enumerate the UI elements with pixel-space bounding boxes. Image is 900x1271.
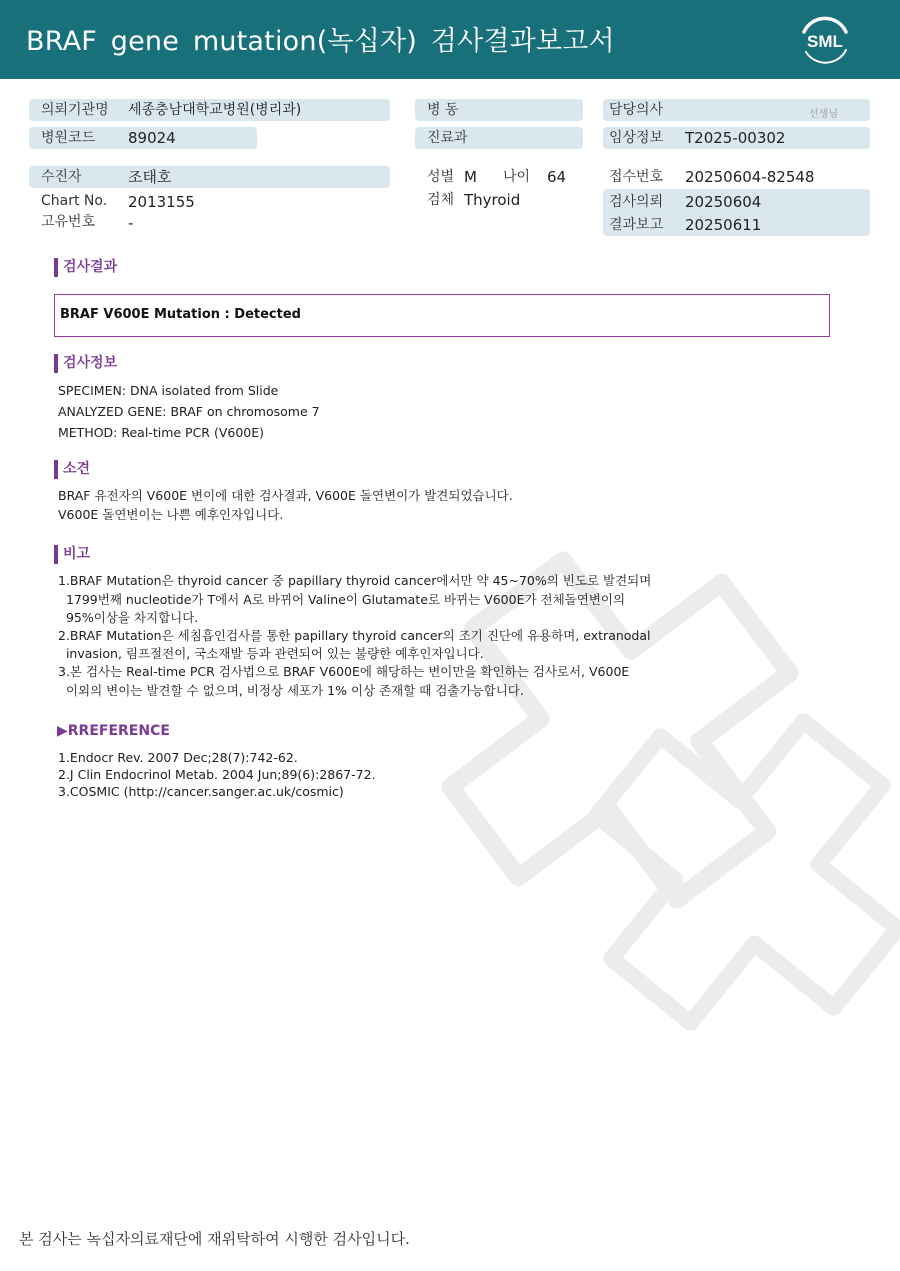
patient-row: [29, 166, 390, 188]
test-info-section-title: 검사정보: [63, 355, 118, 371]
findings-line: BRAF 유전자의 V600E 변이에 대한 검사결과, V600E 돌연변이가 발견되었습니다.: [58, 488, 513, 503]
remarks-line: 1799번째 nucleotide가 T에서 A로 바뀌어 Valine이 Glutamate로 바뀌는 V600E가 전체돌연변이의: [58, 592, 626, 607]
unique-value: -: [128, 214, 134, 232]
remarks-section-title: 비고: [63, 546, 91, 562]
patient-label: 수진자: [41, 169, 82, 185]
ward-label: 병 동: [427, 102, 459, 118]
remarks-line: 2.BRAF Mutation은 세침흡인검사를 통한 papillary thyroid cancer의 조기 진단에 유용하며, extranodal: [58, 628, 651, 643]
remarks-line: 3.본 검사는 Real-time PCR 검사법으로 BRAF V600E에 해당하는 변이만을 확인하는 검사로서, V600E: [58, 664, 630, 679]
test-info-line: SPECIMEN: DNA isolated from Slide: [58, 383, 279, 398]
findings-section-bar: [54, 460, 58, 479]
report-header: [0, 0, 900, 79]
institution-value: 세종충남대학교병원(병리과): [128, 102, 302, 118]
sex-value: M: [464, 168, 477, 186]
findings-section-title: 소견: [63, 461, 91, 477]
reference-line: 2.J Clin Endocrinol Metab. 2004 Jun;89(6):2867-72.: [58, 767, 376, 782]
age-label: 나이: [503, 169, 531, 185]
result-section-title: 검사결과: [63, 259, 118, 275]
request-label: 검사의뢰: [609, 194, 664, 210]
findings-line: V600E 돌연변이는 나쁜 예후인자입니다.: [58, 507, 284, 522]
clinical-label: 임상정보: [609, 130, 664, 146]
report-title: BRAF gene mutation(녹십자) 검사결과보고서: [26, 26, 615, 57]
chart-label: Chart No.: [41, 193, 108, 209]
reference-line: 1.Endocr Rev. 2007 Dec;28(7):742-62.: [58, 750, 298, 765]
report-value: 20250611: [685, 216, 762, 234]
logo-text: SML: [807, 32, 843, 51]
doctor-suffix: 선생님: [809, 109, 838, 120]
remarks-section-bar: [54, 545, 58, 564]
hospital-code-value: 89024: [128, 129, 176, 147]
result-box: [54, 294, 830, 337]
doctor-label: 담당의사: [609, 102, 664, 118]
receipt-value: 20250604-82548: [685, 168, 815, 186]
footer-note: 본 검사는 녹십자의료재단에 재위탁하여 시행한 검사입니다.: [19, 1230, 410, 1248]
receipt-label: 접수번호: [609, 169, 664, 185]
institution-label: 의뢰기관명: [41, 102, 109, 118]
test-info-line: ANALYZED GENE: BRAF on chromosome 7: [58, 404, 320, 419]
request-value: 20250604: [685, 193, 762, 211]
sml-logo: [796, 12, 854, 68]
reference-title: ▶RREFERENCE: [57, 723, 170, 739]
chart-value: 2013155: [128, 193, 195, 211]
remarks-line: invasion, 림프절전이, 국소재발 등과 관련되어 있는 불량한 예후인자입니다.: [58, 646, 484, 661]
clinical-value: T2025-00302: [685, 129, 786, 147]
result-section-bar: [54, 258, 58, 277]
remarks-line: 이외의 변이는 발견할 수 없으며, 비정상 세포가 1% 이상 존재할 때 검출가능합니다.: [58, 683, 524, 698]
result-text: BRAF V600E Mutation : Detected: [60, 307, 301, 322]
patient-value: 조태호: [128, 168, 172, 186]
sex-label: 성별: [427, 169, 455, 185]
test-info-section-bar: [54, 354, 58, 373]
age-value: 64: [547, 168, 567, 186]
remarks-line: 1.BRAF Mutation은 thyroid cancer 중 papillary thyroid cancer에서만 약 45~70%의 빈도로 발견되며: [58, 573, 652, 588]
unique-label: 고유번호: [41, 214, 96, 230]
test-info-line: METHOD: Real-time PCR (V600E): [58, 425, 265, 440]
reference-line: 3.COSMIC (http://cancer.sanger.ac.uk/cosmic): [58, 784, 344, 799]
specimen-label: 검체: [427, 192, 455, 208]
specimen-value: Thyroid: [464, 191, 521, 209]
report-label: 결과보고: [609, 217, 664, 233]
remarks-line: 95%이상을 차지합니다.: [58, 610, 199, 625]
department-label: 진료과: [427, 130, 468, 146]
hospital-code-label: 병원코드: [41, 130, 96, 146]
